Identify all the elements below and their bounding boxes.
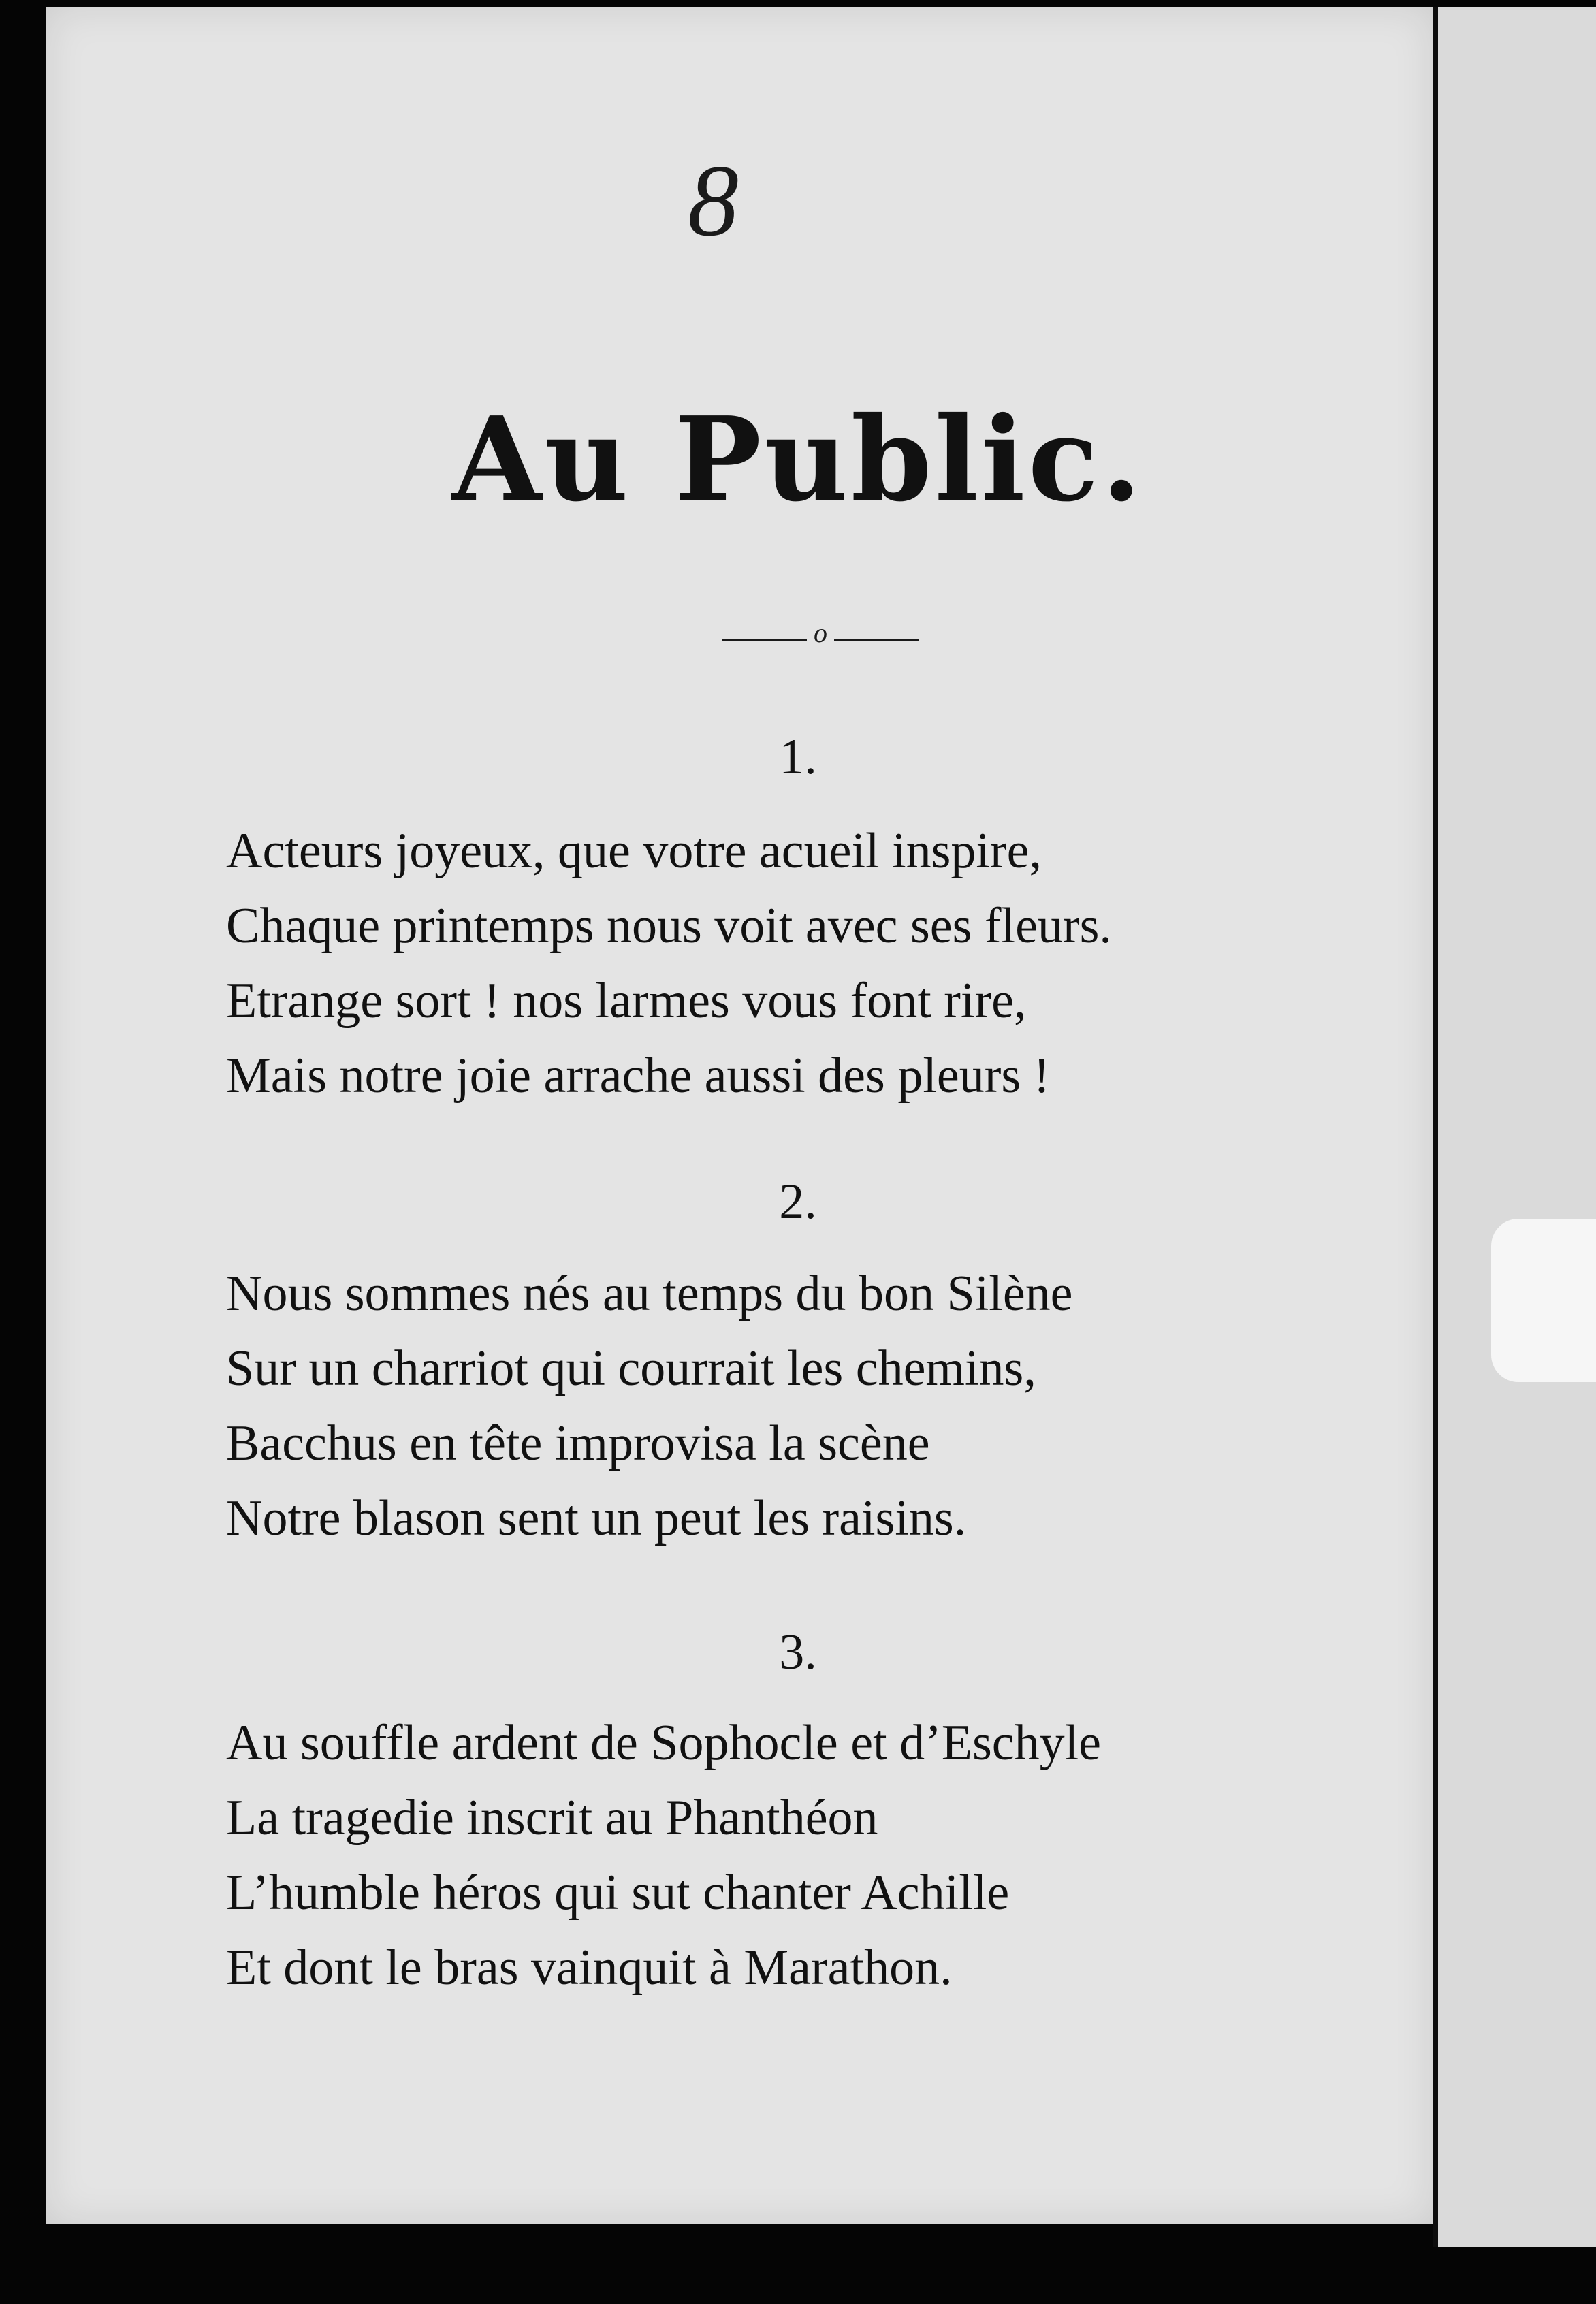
verse-line: Bacchus en tête improvisa la scène xyxy=(226,1415,930,1471)
divider-rule-left xyxy=(722,639,807,641)
verse-line: La tragedie inscrit au Phanthéon xyxy=(226,1790,878,1846)
stanza-2 xyxy=(226,1256,1384,1556)
verse-line: Nous sommes nés au temps du bon Silène xyxy=(226,1266,1073,1322)
stanza-number: 3. xyxy=(779,1625,817,1680)
verse-line: Mais notre joie arrache aussi des pleurs ! xyxy=(226,1048,1051,1104)
stanza-number: 1. xyxy=(779,729,817,785)
divider-rule-right xyxy=(834,639,919,641)
scan-border xyxy=(0,2224,1433,2304)
paper-edge-fragment xyxy=(1491,1219,1596,1382)
verse-line: Au souffle ardent de Sophocle et d’Eschyle xyxy=(226,1715,1102,1771)
ornamental-divider xyxy=(722,620,919,647)
divider-mark: o xyxy=(814,618,827,648)
page-title: Au Public. xyxy=(451,391,1145,528)
stanza-number: 2. xyxy=(779,1174,817,1230)
verse-line: Chaque printemps nous voit avec ses fleurs. xyxy=(226,898,1112,954)
verse-line: Notre blason sent un peut les raisins. xyxy=(226,1490,967,1546)
verse-line: L’humble héros qui sut chanter Achille xyxy=(226,1865,1010,1921)
verse-line: Et dont le bras vainquit à Marathon. xyxy=(226,1940,953,1996)
adjacent-page-edge xyxy=(1433,7,1596,2247)
stanza-3 xyxy=(226,1706,1384,2005)
verse-line: Acteurs joyeux, que votre acueil inspire, xyxy=(226,823,1042,879)
verse-line: Sur un charriot qui courrait les chemins, xyxy=(226,1341,1036,1396)
stanza-1 xyxy=(226,814,1384,1113)
handwritten-folio-number: 8 xyxy=(688,144,739,257)
verse-line: Etrange sort ! nos larmes vous font rire, xyxy=(226,973,1027,1029)
